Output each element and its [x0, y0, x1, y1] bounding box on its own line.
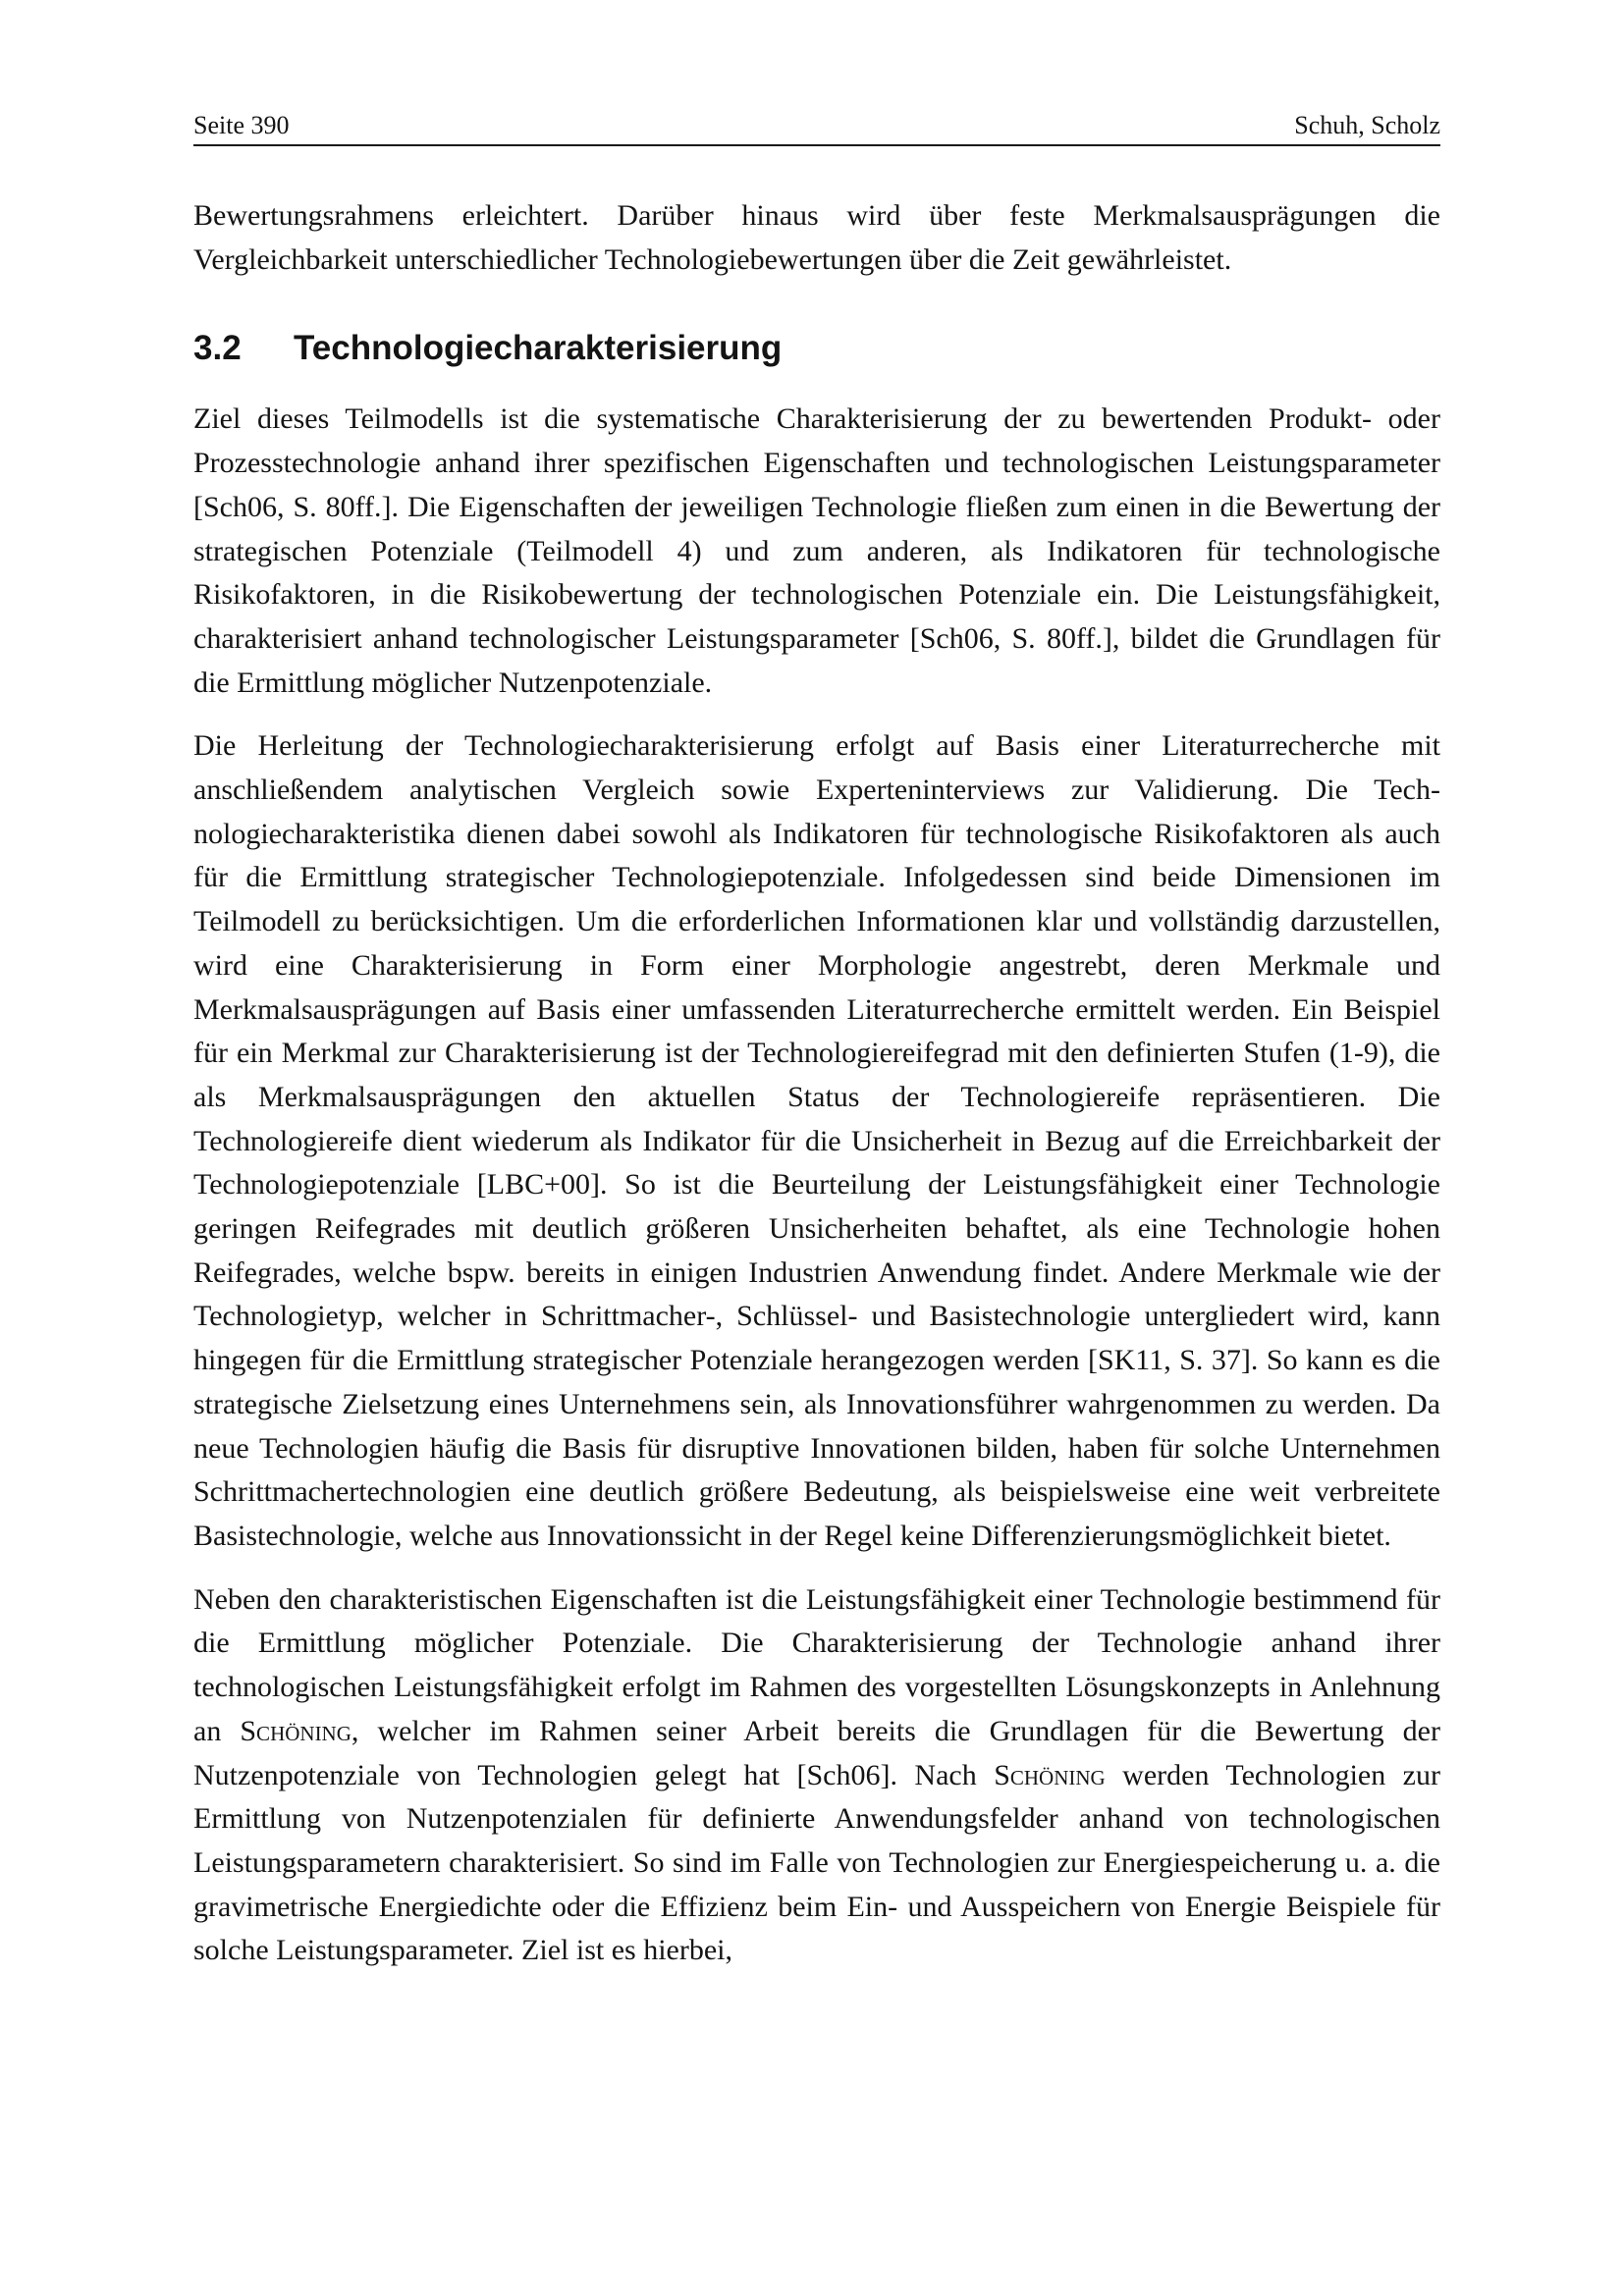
running-header — [193, 107, 1440, 146]
section-title: Technologiecharakterisierung — [294, 329, 783, 368]
body-text — [193, 194, 1440, 1973]
header-authors: Schuh, Scholz — [1294, 111, 1440, 139]
paragraph-derivation: Die Herleitung der Technologiecharakterisierung erfolgt auf Basis einer Literaturrecherche mit anschließendem analytischen Vergleich sowie Experteninterviews zur Validierung. Die Technologiecharakteristika dienen dabei sowohl als Indikatoren für technologische Risikofaktoren als auch für die Ermittlung strategischer Technologiepotenziale. Infolgedessen sind beide Dimensionen im Teilmodell zu berücksichtigen. Um die erforderlichen Informationen klar und vollständig darzustellen, wird eine Charakterisierung in Form einer Morphologie angestrebt, deren Merkmale und Merkmalsausprägungen auf Basis einer umfassenden Literaturrecherche ermittelt werden. Ein Beispiel für ein Merkmal zur Charakterisierung ist der Technologiereifegrad mit den definierten Stufen (1-9), die als Merkmalsausprägungen den aktuellen Status der Technologiereife repräsentieren. Die Technologiereife dient wiederum als Indikator für die Unsicherheit in Bezug auf die Erreichbarkeit der Technologiepotenziale [LBC+00]. So ist die Beurteilung der Leistungsfähigkeit einer Technologie geringen Reifegrades mit deutlich größeren Unsicherheiten behaftet, als eine Technologie hohen Reifegrades, welche bspw. bereits in einigen Industrien Anwendung findet. Andere Merkmale wie der Technologietyp, welcher in Schrittmacher-, Schlüssel- und Basistechnologie untergliedert wird, kann hingegen für die Ermittlung strategischer Potenziale herangezogen werden [SK11, S. 37]. So kann es die strategische Zielsetzung eines Unternehmens sein, als Innovationsführer wahrgenommen zu werden. Da neue Technologien häufig die Basis für disruptive Innovationen bilden, haben für solche Unternehmen Schrittmachertechnologien eine deutlich größere Bedeutung, als beispielsweise eine weit verbreitete Basistechnologie, welche aus Innovationssicht in der Regel keine Differenzierungsmöglichkeit bietet. — [193, 729, 1440, 1552]
intro-paragraph: Bewertungsrahmens erleichtert. Darüber hinaus wird über feste Merkmalsausprägungen die Vergleichbarkeit unterschiedlicher Technologiebewertungen über die Zeit gewährleistet. — [193, 199, 1440, 276]
paragraph-performance — [193, 1578, 1440, 1973]
section-number: 3.2 — [193, 329, 242, 368]
paragraph-text-part: werden Technologien zur Ermittlung von Nutzenpotenzialen für definierte Anwendungsfelder anhand von technologischen Leistungsparametern charakterisiert. So sind im Falle von Technologien zur Energiespeicherung u. a. die gravimetrische Energiedichte oder die Effizienz beim Ein- und Ausspeichern von Energie Beispiele für solche Leistungsparameter. Ziel ist es hierbei, — [193, 1758, 1440, 1967]
section-heading — [193, 327, 1440, 370]
author-name-small-caps: Schöning — [240, 1714, 352, 1747]
paragraph-goal: Ziel dieses Teilmodells ist die systematische Charakterisierung der zu bewertenden Produkt- oder Prozesstechnologie anhand ihrer spezifischen Eigenschaften und technologischen Leistungsparameter [Sch06, S. 80ff.]. Die Eigenschaften der jeweiligen Technologie fließen zum einen in die Bewertung der strategischen Potenziale (Teilmodell 4) und zum anderen, als Indikatoren für technologische Risikofaktoren, in die Risikobewertung der technologischen Potenziale ein. Die Leistungsfähigkeit, charakterisiert anhand technologischer Leistungsparameter [Sch06, S. 80ff.], bildet die Grundlagen für die Ermittlung möglicher Nutzenpotenziale. — [193, 402, 1440, 699]
paragraph-text-part: Neben den charakteristischen Eigenschaften ist die Leistungsfähigkeit einer Technologie bestimmend für die Ermittlung möglicher Potenziale. Die Charakterisierung der Technologie anhand ihrer technologischen Leistungsfähigkeit erfolgt im Rahmen des vorgestellten Lösungskonzepts in Anlehnung an — [193, 1582, 1440, 1747]
page-number: Seite 390 — [193, 111, 290, 139]
paragraph-text-part: , welcher im Rahmen seiner Arbeit bereits die Grundlagen für die Bewertung der Nutzenpotenziale von Technologien gelegt hat [Sch06]. Nach — [193, 1714, 1440, 1791]
document-page — [193, 0, 1440, 2296]
author-name-small-caps: Schöning — [994, 1758, 1106, 1791]
